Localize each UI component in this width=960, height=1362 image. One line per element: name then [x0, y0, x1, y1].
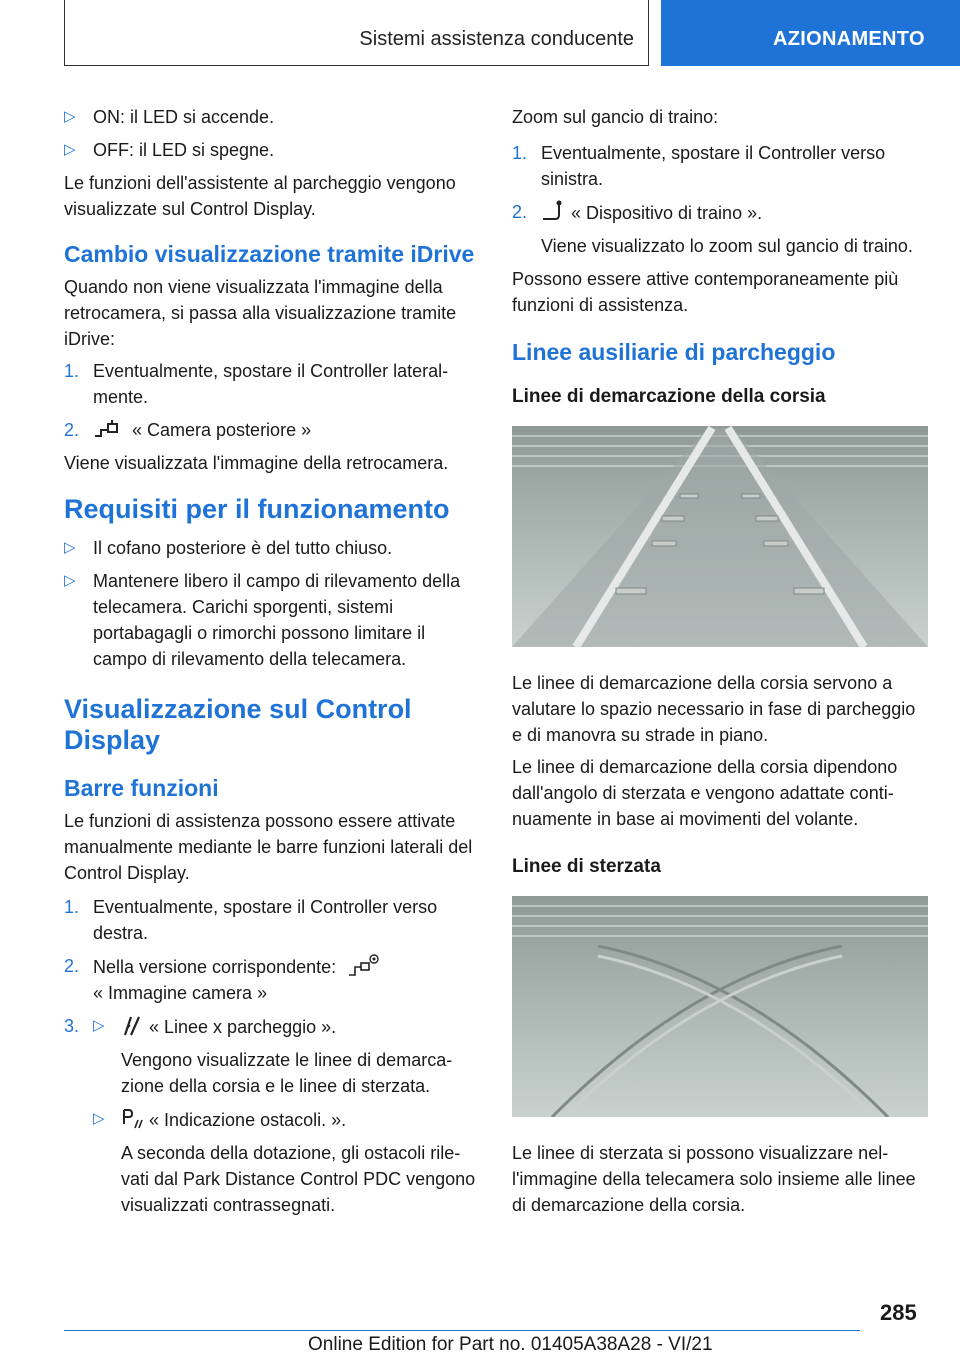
footer-divider	[64, 1330, 860, 1331]
paragraph: Viene visualizzato lo zoom sul gancio di traino.	[541, 236, 913, 256]
paragraph: Viene visualizzata l'immagine della retrocamera.	[64, 453, 449, 473]
paragraph: Zoom sul gancio di traino:	[512, 107, 719, 127]
triangle-bullet-icon: ▷	[64, 539, 76, 556]
paragraph: Quando non viene visualizzata l'immagine della retrocamera, si passa alla visualizzazione tramite iDrive:	[64, 277, 457, 349]
page-header	[0, 0, 960, 66]
obstacle-icon	[121, 1106, 143, 1130]
paragraph: A seconda della dotazione, gli ostacoli rilevati dal Park Distance Control PDC vengono visualizzati contrassegnati.	[121, 1143, 476, 1215]
list-item: ▷ « Indicazione ostacoli. ».	[64, 1106, 480, 1133]
section-title: Sistemi assistenza conducente	[359, 28, 634, 50]
lane-lines-illustration	[512, 426, 928, 647]
paragraph: Le funzioni dell'assistente al parcheggio vengono visualizzate sul Control Display.	[64, 173, 456, 219]
list-item: ▷ OFF: il LED si spegne.	[64, 137, 480, 163]
list-item: ▷ ON: il LED si accende.	[64, 104, 480, 130]
tow-hitch-icon	[541, 199, 565, 223]
triangle-bullet-icon: ▷	[93, 1110, 105, 1127]
list-item: 1. Eventualmente, spostare il Controller lateralmente.	[64, 361, 449, 407]
paragraph: Le funzioni di assistenza possono essere attivate manualmente mediante le barre funzioni laterali del Control Display.	[64, 811, 473, 883]
list-item: 1. Eventualmente, spostare il Controller verso destra.	[64, 897, 438, 943]
list-item: 2. « Camera posteriore »	[64, 420, 312, 440]
paragraph: Le linee di demarcazione della corsia dipendono dall'angolo di sterzata e vengono adattate continuamente in base ai movimenti del volante.	[512, 757, 898, 829]
footer-edition: Online Edition for Part no. 01405A38A28 - VI/21	[308, 1334, 713, 1355]
heading-parking-lines: Linee ausiliarie di parcheggio	[512, 339, 836, 365]
section-tab	[64, 0, 649, 66]
list-item: 1. Eventualmente, spostare il Controller verso sinistra.	[512, 143, 886, 189]
heading-requirements: Requisiti per il funzionamento	[64, 494, 450, 524]
triangle-bullet-icon: ▷	[64, 108, 76, 125]
right-column	[512, 104, 928, 1224]
heading-display: Visualizzazione sul Control Display	[64, 694, 412, 755]
list-item: 2. Nella versione corrispondente: « Immagine camera »	[64, 953, 480, 1006]
steering-lines-illustration	[512, 896, 928, 1117]
heading-lane-lines: Linee di demarcazione della corsia	[512, 386, 826, 407]
page-number: 285	[880, 1300, 917, 1325]
camera-icon	[93, 418, 121, 440]
heading-steering-lines: Linee di sterzata	[512, 856, 661, 877]
list-item: ▷ Il cofano posteriore è del tutto chiuso.	[64, 535, 480, 561]
triangle-bullet-icon: ▷	[64, 572, 76, 589]
heading-function-bars: Barre funzioni	[64, 775, 219, 801]
triangle-bullet-icon: ▷	[64, 141, 76, 158]
chapter-title: AZIONAMENTO	[773, 28, 925, 50]
parking-lines-icon	[121, 1013, 143, 1037]
paragraph: Le linee di demarcazione della corsia servono a valutare lo spazio necessario in fase di parcheggio e di manovra su strade in piano.	[512, 673, 916, 745]
paragraph: Vengono visualizzate le linee di demarcazione della corsia e le linee di sterzata.	[121, 1050, 453, 1096]
list-item: ▷ Mantenere libero il campo di rilevamento della telecamera. Carichi sporgenti, sistemi portabagagli o rimorchi possono limitare il campo di rilevamento della telecamera.	[64, 568, 480, 672]
paragraph: Possono essere attive contemporaneamente più funzioni di assistenza.	[512, 269, 899, 315]
list-item: 2. « Dispositivo di traino ».	[512, 199, 928, 226]
left-column	[64, 104, 480, 1225]
paragraph: Le linee di sterzata si possono visualizzare nell'immagine della telecamera solo insieme alle linee di demarcazione della corsia.	[512, 1143, 916, 1215]
camera-settings-icon	[347, 953, 381, 977]
chapter-tab	[661, 0, 960, 66]
list-item: 3. ▷ « Linee x parcheggio ».	[64, 1013, 480, 1040]
heading-idrive: Cambio visualizzazione tramite iDrive	[64, 241, 475, 267]
triangle-bullet-icon: ▷	[93, 1017, 105, 1034]
